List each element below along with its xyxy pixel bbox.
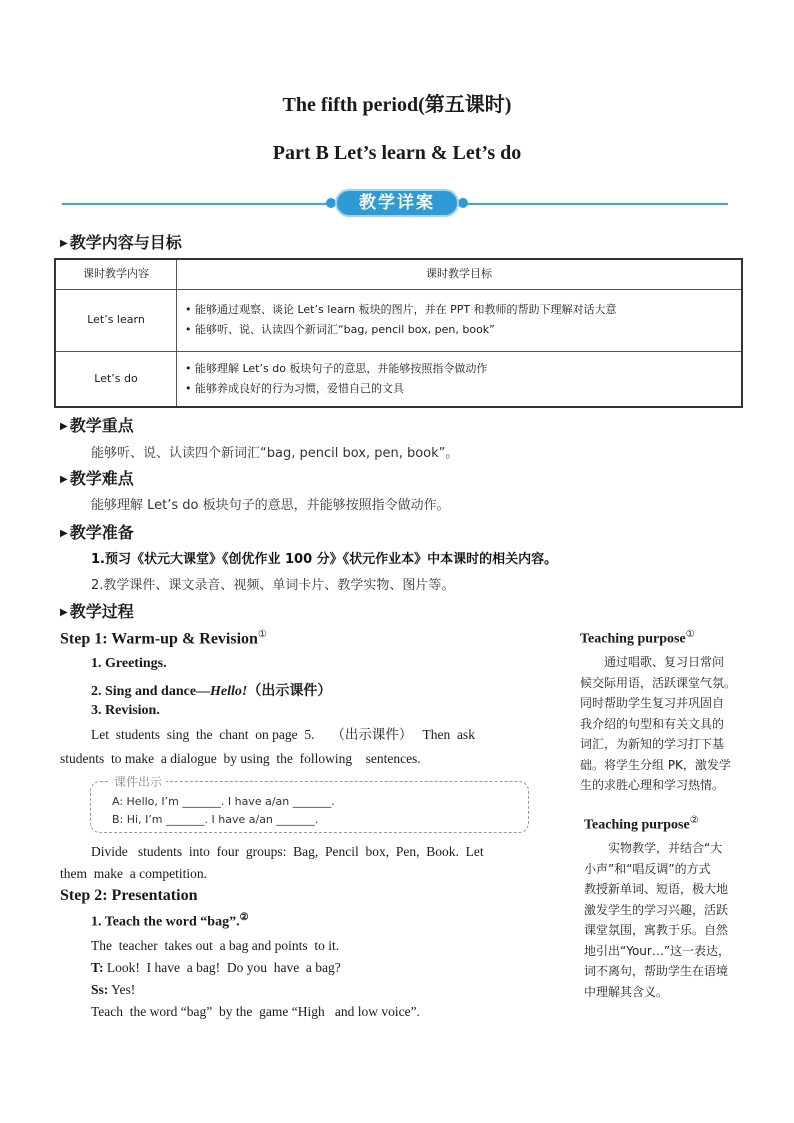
- banner-right-dot: [458, 198, 468, 208]
- goal-item: • 能够通过观察、谈论 Let’s learn 板块的图片，并在 PPT 和教师的帮助下理解对话大意: [185, 303, 617, 316]
- step1-para1-line2: students to make a dialogue by using the following sentences.: [60, 751, 421, 766]
- table-cell-goals: [177, 289, 743, 351]
- table-row: [55, 289, 742, 351]
- courseware-box-label: 课件出示: [110, 773, 166, 790]
- purpose1-line: 候交际用语，活跃课堂气氛。: [580, 675, 737, 690]
- purpose2-line: 词不离句，帮助学生在语境: [584, 964, 729, 978]
- page-title: The fifth period(第五课时): [282, 94, 512, 116]
- step2-line-4: Teach the word “bag” by the game “High and low voice”.: [91, 1004, 420, 1019]
- table-cell-goals: [177, 351, 743, 407]
- purpose1-text: [580, 652, 750, 796]
- page-subtitle: Part B Let’s learn & Let’s do: [272, 142, 522, 164]
- step2-line-2: [91, 956, 341, 980]
- speaker-label: T:: [91, 960, 104, 975]
- step2-line-1: The teacher takes out a bag and points to it.: [91, 938, 340, 953]
- banner-right-line: [466, 203, 728, 205]
- purpose2-title: [584, 815, 699, 834]
- key-points-text: 能够听、说、认读四个新词汇“bag, pencil box, pen, book”。: [91, 446, 459, 461]
- step1-title-text: Step 1: Warm-up & Revision: [60, 630, 258, 648]
- purpose2-line: 激发学生的学习兴趣，活跃: [584, 902, 729, 917]
- purpose2-line: 小声”和“唱反调”的方式: [584, 861, 711, 876]
- step1-item-2-post: （出示课件）: [247, 684, 332, 699]
- step1-para2-line2: them make a competition.: [60, 866, 207, 881]
- purpose2-line: 实物教学，并结合“大: [584, 841, 723, 855]
- step1-item-1: 1. Greetings.: [91, 656, 167, 671]
- purpose1-line: 通过唱歌、复习日常问: [580, 655, 725, 669]
- process-heading: [60, 599, 134, 622]
- table-row: [55, 351, 742, 407]
- key-points-heading-text: 教学重点: [69, 416, 134, 435]
- footnote-marker: ①: [685, 629, 695, 640]
- process-heading-text: 教学过程: [69, 602, 134, 621]
- speaker-label: Ss:: [91, 982, 109, 997]
- purpose2-text: [584, 838, 754, 1002]
- step1-para2-line1: Divide students into four groups: Bag, Pencil box, Pen, Book. Let: [91, 844, 484, 859]
- goal-item: • 能够理解 Let’s do 板块句子的意思，并能够按照指令做动作: [185, 361, 488, 375]
- difficulties-text: 能够理解 Let’s do 板块句子的意思，并能够按照指令做动作。: [91, 498, 450, 513]
- dialogue-text: Look! I have a bag! Do you have a bag?: [103, 960, 341, 975]
- table-header-row: [55, 259, 742, 289]
- purpose2-line: 课堂氛围，寓教于乐。自然: [584, 923, 729, 937]
- table-cell-content: Let’s do: [55, 351, 177, 407]
- purpose1-title: [580, 629, 695, 648]
- table-cell-content: Let’s learn: [55, 289, 177, 351]
- preparation-heading: [60, 520, 134, 543]
- footnote-marker: ②: [239, 912, 249, 923]
- footnote-marker: ②: [689, 815, 699, 826]
- triangle-bullet-icon: ▶: [60, 607, 68, 618]
- banner-left-line: [62, 203, 328, 205]
- goal-item: • 能够养成良好的行为习惯，爱惜自己的文具: [185, 381, 404, 395]
- preparation-item-1: 1.预习《状元大课堂》《创优作业 100 分》《状元作业本》中本课时的相关内容。: [91, 552, 558, 567]
- purpose2-line: 地引出“Your…”这一表达，: [584, 943, 731, 958]
- step1-item-3: 3. Revision.: [91, 703, 160, 718]
- content-goals-heading: [60, 230, 182, 253]
- difficulties-heading: [60, 466, 134, 489]
- preparation-item-2: 2.教学课件、课文录音、视频、单词卡片、教学实物、图片等。: [91, 578, 455, 593]
- goal-item: • 能够听、说、认读四个新词汇“bag, pencil box, pen, book”: [185, 323, 495, 336]
- content-goals-heading-text: 教学内容与目标: [69, 233, 182, 252]
- step1-item-2-pre: 2. Sing and dance—: [91, 684, 211, 699]
- purpose1-line: 我介绍的句型和有关文具的: [580, 716, 725, 731]
- purpose1-line: 同时帮助学生复习并巩固自: [580, 696, 725, 710]
- triangle-bullet-icon: ▶: [60, 238, 68, 249]
- step1-item-2: [91, 680, 331, 700]
- purpose1-line: 词汇，为新知的学习打下基: [580, 737, 725, 751]
- step1-para1-line1: Let students sing the chant on page 5. （出示课件） Then ask: [91, 727, 475, 742]
- key-points-heading: [60, 413, 134, 436]
- content-goals-table: [54, 258, 743, 408]
- difficulties-heading-text: 教学难点: [69, 469, 134, 488]
- dialogue-text: Yes!: [108, 982, 136, 997]
- purpose2-title-text: Teaching purpose: [584, 817, 690, 833]
- step2-item-1-text: 1. Teach the word “bag”.: [91, 914, 240, 930]
- purpose1-line: 生的求胜心理和学习热情。: [580, 778, 725, 792]
- step1-item-2-song: Hello!: [210, 684, 248, 699]
- purpose2-line: 中理解其含义。: [584, 984, 669, 999]
- courseware-line-b: B: Hi, I’m _______. I have a/an _______.: [112, 813, 319, 826]
- triangle-bullet-icon: ▶: [60, 421, 68, 432]
- purpose1-title-text: Teaching purpose: [580, 631, 686, 647]
- step2-line-3: [91, 978, 135, 1002]
- step1-title: [60, 629, 267, 648]
- step2-title: Step 2: Presentation: [60, 887, 198, 904]
- table-header-content: 课时教学内容: [55, 259, 177, 289]
- courseware-line-a: A: Hello, I’m _______. I have a/an _______.: [112, 795, 335, 808]
- purpose2-line: 教授新单词、短语，极大地: [584, 882, 729, 896]
- triangle-bullet-icon: ▶: [60, 474, 68, 485]
- section-banner: 教学详案: [335, 189, 459, 217]
- step2-item-1: [91, 912, 249, 931]
- preparation-heading-text: 教学准备: [69, 523, 134, 542]
- table-header-goals: 课时教学目标: [177, 259, 743, 289]
- footnote-marker: ①: [257, 629, 267, 640]
- purpose1-line: 础。将学生分组 PK，激发学: [580, 757, 731, 772]
- triangle-bullet-icon: ▶: [60, 528, 68, 539]
